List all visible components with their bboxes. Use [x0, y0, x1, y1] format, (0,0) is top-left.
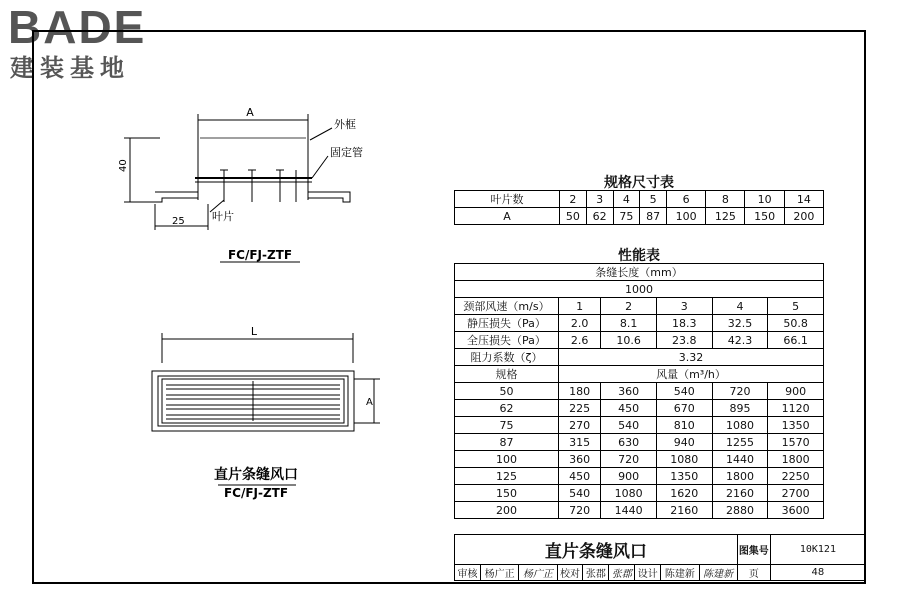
logo-subtitle: 建装基地: [10, 54, 130, 82]
perf-cell: 2: [601, 298, 657, 315]
airflow-row: [455, 485, 824, 502]
slot-length-value: 1000: [455, 281, 824, 298]
plan-caption: 直片条缝风口: [214, 467, 298, 483]
airflow-cell: 2880: [712, 502, 768, 519]
perf-cell: 1: [559, 298, 601, 315]
title-block: [454, 534, 866, 581]
airflow-cell: 315: [559, 434, 601, 451]
airflow-spec: 75: [455, 417, 559, 434]
airflow-spec: 50: [455, 383, 559, 400]
label-outer-frame: 外框: [334, 118, 356, 131]
total-loss-label: 全压损失（Pa）: [455, 332, 559, 349]
spec-cell: 125: [706, 208, 745, 225]
airflow-cell: 1350: [656, 468, 712, 485]
section-drawing: [100, 100, 380, 270]
resistance-row: [455, 349, 824, 366]
airflow-cell: 450: [559, 468, 601, 485]
spec-cell: 200: [784, 208, 823, 225]
drawing-title: 直片条缝风口: [455, 535, 738, 565]
airflow-cell: 1080: [656, 451, 712, 468]
airflow-spec: 87: [455, 434, 559, 451]
airflow-cell: 360: [559, 451, 601, 468]
label-fixed-tube: 固定管: [330, 146, 363, 159]
perf-table-title: 性能表: [618, 248, 660, 264]
spec-cell: 5: [640, 191, 667, 208]
airflow-cell: 895: [712, 400, 768, 417]
total-loss-row: [455, 332, 824, 349]
airflow-spec: 62: [455, 400, 559, 417]
airflow-cell: 900: [768, 383, 824, 400]
spec-cell: 14: [784, 191, 823, 208]
spec-cell: 50: [560, 208, 587, 225]
airflow-cell: 1570: [768, 434, 824, 451]
spec-row-blades: [455, 191, 824, 208]
label-blade: 叶片: [212, 210, 234, 223]
perf-cell: 66.1: [768, 332, 824, 349]
airflow-cell: 1440: [601, 502, 657, 519]
airflow-spec: 100: [455, 451, 559, 468]
designer-name: 陈建新: [661, 565, 699, 581]
spec-cell: 3: [586, 191, 613, 208]
airflow-cell: 1800: [768, 451, 824, 468]
resistance-label: 阻力系数（ζ）: [455, 349, 559, 366]
perf-cell: 4: [712, 298, 768, 315]
airflow-cell: 540: [656, 383, 712, 400]
reviewer-name: 杨广正: [480, 565, 518, 581]
spec-cell: 87: [640, 208, 667, 225]
airflow-header: 风量（m³/h）: [559, 366, 824, 383]
page-label: 页: [737, 565, 770, 581]
airflow-cell: 720: [559, 502, 601, 519]
airflow-cell: 180: [559, 383, 601, 400]
airflow-cell: 3600: [768, 502, 824, 519]
airflow-cell: 720: [712, 383, 768, 400]
airflow-row: [455, 434, 824, 451]
dim-A-label: A: [246, 106, 254, 119]
airflow-cell: 630: [601, 434, 657, 451]
plan-subcaption: FC/FJ-ZTF: [223, 486, 289, 500]
spec-cell: 100: [667, 208, 706, 225]
velocity-row: [455, 298, 824, 315]
airflow-row: [455, 502, 824, 519]
airflow-cell: 1350: [768, 417, 824, 434]
perf-cell: 10.6: [601, 332, 657, 349]
static-loss-row: [455, 315, 824, 332]
spec-cell: 62: [586, 208, 613, 225]
logo-wordmark: BADE: [8, 1, 147, 53]
airflow-cell: 1120: [768, 400, 824, 417]
airflow-row: [455, 451, 824, 468]
spec-header: 规格: [455, 366, 559, 383]
airflow-cell: 2250: [768, 468, 824, 485]
perf-cell: 50.8: [768, 315, 824, 332]
velocity-label: 颈部风速（m/s）: [455, 298, 559, 315]
airflow-cell: 900: [601, 468, 657, 485]
design-label: 设计: [635, 565, 661, 581]
perf-cell: 5: [768, 298, 824, 315]
dim-L-label: L: [250, 325, 258, 338]
page-number: 48: [770, 565, 865, 581]
spec-cell: 6: [667, 191, 706, 208]
airflow-cell: 810: [656, 417, 712, 434]
spec-table: [454, 190, 824, 225]
checker-name: 张郡: [583, 565, 609, 581]
perf-cell: 2.6: [559, 332, 601, 349]
airflow-cell: 2160: [656, 502, 712, 519]
dim-25-label: 25: [172, 216, 185, 227]
atlas-number: 10K121: [770, 535, 865, 565]
spec-cell: 75: [613, 208, 640, 225]
airflow-cell: 1080: [712, 417, 768, 434]
section-caption: FC/FJ-ZTF: [227, 248, 293, 262]
resistance-value: 3.32: [559, 349, 824, 366]
airflow-row: [455, 400, 824, 417]
spec-cell: 4: [613, 191, 640, 208]
designer-signature: 陈建新: [699, 565, 737, 581]
airflow-header-row: [455, 366, 824, 383]
spec-cell: 8: [706, 191, 745, 208]
airflow-row: [455, 468, 824, 485]
airflow-row: [455, 417, 824, 434]
airflow-cell: 720: [601, 451, 657, 468]
airflow-cell: 1800: [712, 468, 768, 485]
static-loss-label: 静压损失（Pa）: [455, 315, 559, 332]
perf-cell: 8.1: [601, 315, 657, 332]
airflow-cell: 225: [559, 400, 601, 417]
perf-cell: 32.5: [712, 315, 768, 332]
perf-cell: 23.8: [656, 332, 712, 349]
dim-A-plan-label: A: [366, 397, 373, 408]
checker-signature: 张郡: [609, 565, 635, 581]
spec-row1-label: 叶片数: [455, 191, 560, 208]
airflow-cell: 2700: [768, 485, 824, 502]
airflow-row: [455, 383, 824, 400]
performance-table: [454, 263, 824, 519]
airflow-cell: 670: [656, 400, 712, 417]
reviewer-signature: 杨广正: [519, 565, 557, 581]
dim-40-label: 40: [118, 159, 129, 172]
spec-row-A: [455, 208, 824, 225]
airflow-cell: 1255: [712, 434, 768, 451]
atlas-label: 图集号: [737, 535, 770, 565]
airflow-spec: 150: [455, 485, 559, 502]
airflow-cell: 2160: [712, 485, 768, 502]
perf-cell: 42.3: [712, 332, 768, 349]
airflow-cell: 450: [601, 400, 657, 417]
perf-cell: 2.0: [559, 315, 601, 332]
airflow-cell: 540: [559, 485, 601, 502]
perf-cell: 3: [656, 298, 712, 315]
spec-cell: 2: [560, 191, 587, 208]
spec-row2-label: A: [455, 208, 560, 225]
airflow-cell: 1080: [601, 485, 657, 502]
slot-length-label: 条缝长度（mm）: [455, 264, 824, 281]
airflow-cell: 1440: [712, 451, 768, 468]
review-label: 审核: [455, 565, 481, 581]
spec-table-title: 规格尺寸表: [604, 175, 674, 191]
spec-cell: 10: [745, 191, 784, 208]
plan-drawing: [140, 325, 390, 505]
perf-cell: 18.3: [656, 315, 712, 332]
airflow-spec: 125: [455, 468, 559, 485]
airflow-cell: 360: [601, 383, 657, 400]
airflow-cell: 940: [656, 434, 712, 451]
airflow-cell: 270: [559, 417, 601, 434]
spec-cell: 150: [745, 208, 784, 225]
check-label: 校对: [557, 565, 583, 581]
airflow-cell: 540: [601, 417, 657, 434]
airflow-cell: 1620: [656, 485, 712, 502]
airflow-spec: 200: [455, 502, 559, 519]
